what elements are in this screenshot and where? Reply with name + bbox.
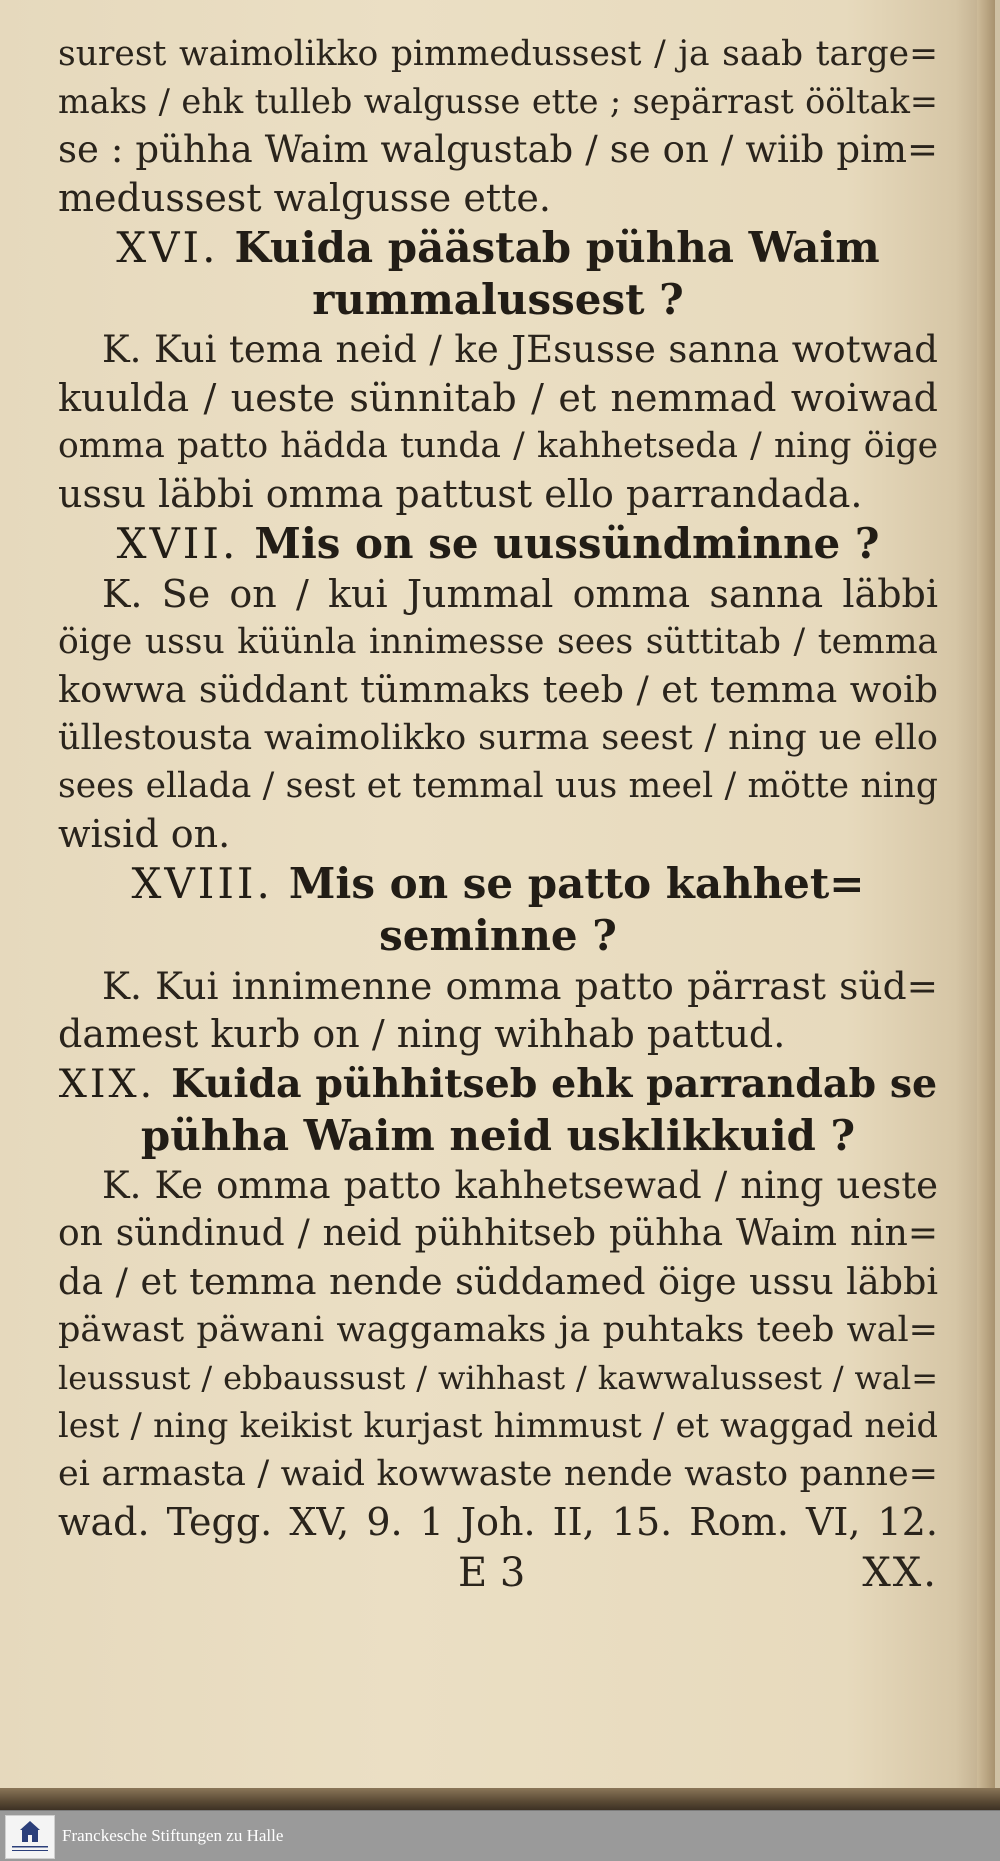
institution-logo[interactable] <box>5 1815 55 1859</box>
question-17 <box>58 518 938 570</box>
question-title: Mis on se uussündminne ? <box>254 519 880 568</box>
building-icon <box>6 1816 54 1858</box>
question-number: XVIII. <box>131 859 273 908</box>
question-heading <box>58 222 938 274</box>
text-line: K. Kui tema neid / ke JEsusse sanna wotwad <box>102 328 938 371</box>
signature-mark: E 3 <box>458 1550 526 1596</box>
answer-19 <box>58 1162 938 1546</box>
question-title-continued: seminne ? <box>379 911 617 960</box>
question-heading <box>58 518 938 570</box>
page-bottom-edge <box>0 1788 1000 1810</box>
text-line: üllestousta waimolikko surma seest / ning ue ello <box>58 718 938 758</box>
text-line: sees ellada / sest et temmal uus meel / mötte ning <box>58 766 938 806</box>
text-line: K. Kui innimenne omma patto pärrast süd= <box>102 964 938 1008</box>
answer-17 <box>58 570 938 858</box>
question-19 <box>58 1058 938 1162</box>
text-line: K. Se on / kui Jummal omma sanna läbbi <box>102 572 938 616</box>
text-line: se : pühha Waim walgustab / se on / wiib pim= <box>58 128 938 171</box>
question-title: Kuida päästab pühha Waim <box>234 223 880 272</box>
text-line: wisid on. <box>58 812 231 856</box>
text-line: kowwa süddant tümmaks teeb / et temma woib <box>58 668 938 711</box>
question-title-continued: pühha Waim neid usklikkuid ? <box>140 1111 856 1160</box>
credit-bar <box>0 1810 1000 1861</box>
text-line: omma patto hädda tunda / kahhetseda / ning öige <box>58 426 938 466</box>
question-title-continued: rummalussest ? <box>312 275 684 324</box>
question-title: Kuida pühhitseb ehk parrandab se <box>171 1061 938 1107</box>
catchword: XX. <box>862 1550 938 1596</box>
question-heading <box>58 1058 938 1110</box>
question-title: Mis on se patto kahhet= <box>288 859 865 908</box>
text-line: öige ussu küünla innimesse sees süttitab / temma <box>58 622 938 662</box>
text-line: K. Ke omma patto kahhetsewad / ning ueste <box>102 1164 938 1207</box>
question-18 <box>58 858 938 962</box>
text-line: on sündinud / neid pühhitseb pühha Waim nin= <box>58 1213 938 1254</box>
answer-16 <box>58 326 938 518</box>
question-number: XIX. <box>58 1061 156 1107</box>
text-line: maks / ehk tulleb walgusse ette ; sepärrast ööltak= <box>58 82 938 121</box>
text-line: wad. Tegg. XV, 9. 1 Joh. II, 15. Rom. VI, 12. <box>58 1500 938 1544</box>
text-line: lest / ning keikist kurjast himmust / et waggad neid <box>58 1406 938 1445</box>
question-heading <box>58 858 938 910</box>
text-line: da / et temma nende süddamed öige ussu läbbi <box>58 1260 938 1303</box>
text-line: leussust / ebbaussust / wihhast / kawwalussest / wal= <box>58 1359 938 1397</box>
page-text <box>58 30 938 1600</box>
text-line: päwast päwani waggamaks ja puhtaks teeb wal= <box>58 1310 938 1350</box>
answer-18 <box>58 962 938 1058</box>
page-footer <box>58 1546 938 1600</box>
question-number: XVII. <box>116 519 239 568</box>
text-line: medussest walgusse ette. <box>58 176 551 220</box>
text-line: surest waimolikko pimmedussest / ja saab targe= <box>58 34 938 74</box>
intro-paragraph <box>58 30 938 222</box>
text-line: ei armasta / waid kowwaste nende wasto panne= <box>58 1454 938 1494</box>
text-line: kuulda / ueste sünnitab / et nemmad woiwad <box>58 376 938 420</box>
page-edge <box>977 0 995 1800</box>
text-line: damest kurb on / ning wihhab pattud. <box>58 1012 786 1056</box>
question-number: XVI. <box>116 223 219 272</box>
credit-text: Franckesche Stiftungen zu Halle <box>62 1826 284 1845</box>
text-line: ussu läbbi omma pattust ello parrandada. <box>58 472 863 516</box>
question-16 <box>58 222 938 326</box>
